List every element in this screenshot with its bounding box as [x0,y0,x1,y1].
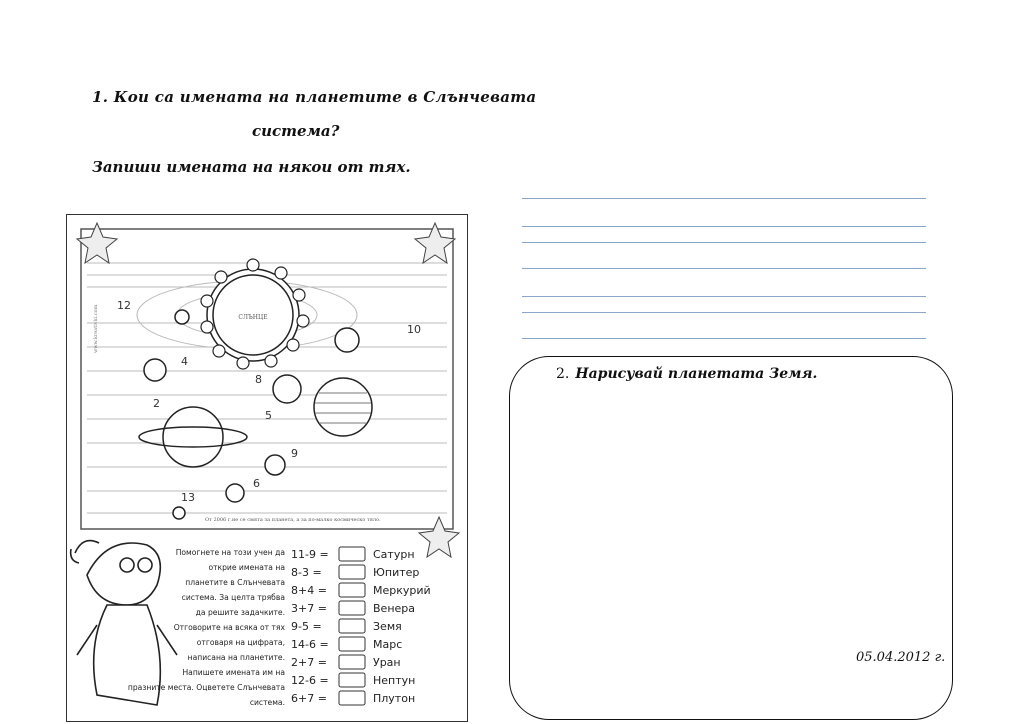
worksheet-illustration [67,215,467,721]
planet-mars [144,359,166,381]
planet-name: Марс [373,638,403,651]
equation: 9-5 = [291,620,322,633]
planet-pluto [173,507,185,519]
equation: 11-9 = [291,548,329,561]
equation: 3+7 = [291,602,327,615]
planet-name: Плутон [373,692,416,705]
site-credit: www.kreativki.com [93,304,99,353]
planet-name: Юпитер [373,566,420,579]
pluto-note: От 2006 г.не се смята за планета, а за по-малко космическо тяло. [205,517,381,523]
planet-name: Сатурн [373,548,415,561]
planet-saturn [163,407,223,467]
equation: 8-3 = [291,566,322,579]
planet-number: 4 [181,355,188,368]
planet-number: 8 [255,373,262,386]
planet-number: 2 [153,397,160,410]
instruction-line: празните места. Оцветете Слънчевата [127,683,285,692]
question1-instruction: Запиши имената на някои от тях. [92,158,411,176]
planet-name: Меркурий [373,584,431,597]
question2 [556,366,817,382]
writing-line[interactable] [522,242,926,243]
planet-name: Венера [373,602,415,615]
instruction-line: открие имената на [208,563,285,572]
instruction-line: отговаря на цифрата, [196,638,285,647]
writing-line[interactable] [522,296,926,297]
planet-number: 9 [291,447,298,460]
planet-name: Земя [373,620,402,633]
instruction-line: написана на планетите. [187,653,285,662]
planet-uranus [265,455,285,475]
writing-line[interactable] [522,312,926,313]
scientist-icon [71,541,177,705]
instruction-line: Помогнете на този учен да [175,548,285,557]
instruction-line: да решите задачките. [195,608,285,617]
equation: 12-6 = [291,674,329,687]
equation: 6+7 = [291,692,327,705]
writing-line[interactable] [522,198,926,199]
writing-line[interactable] [522,226,926,227]
planet-name: Уран [373,656,401,669]
planet-jupiter [314,378,372,436]
question2-number: 2. [556,366,570,382]
planet-number: 5 [265,409,272,422]
planet-number: 10 [407,323,421,336]
instruction-line: система. За целта трябва [181,593,285,602]
planet-mercury [175,310,189,324]
sun-label: СЛЪНЦЕ [238,314,268,321]
equation: 8+4 = [291,584,327,597]
planet-name: Нептун [373,674,416,687]
planet-earth [273,375,301,403]
planet-neptune [226,484,244,502]
planet-number: 12 [117,299,131,312]
question1-line2: система? [252,122,340,140]
instruction-line: Напишете имената им на [182,668,285,677]
date-label: 05.04.2012 г. [856,650,946,665]
drawing-area[interactable] [509,356,953,720]
writing-line[interactable] [522,338,926,339]
instruction-line: планетите в Слънчевата [185,578,285,587]
writing-lines[interactable] [522,190,928,350]
planet-number: 6 [253,477,260,490]
question2-text: Нарисувай планетата Земя. [575,366,818,382]
question1-line1: 1. Кои са имената на планетите в Слънчевата [92,88,537,106]
instruction-line: Отговорите на всяка от тях [173,623,285,632]
planet-venus [335,328,359,352]
solar-system-worksheet [66,214,468,722]
answer-boxes [339,547,365,705]
writing-line[interactable] [522,268,926,269]
equation: 14-6 = [291,638,329,651]
instruction-line: система. [249,698,285,707]
planet-number: 13 [181,491,195,504]
equation: 2+7 = [291,656,327,669]
